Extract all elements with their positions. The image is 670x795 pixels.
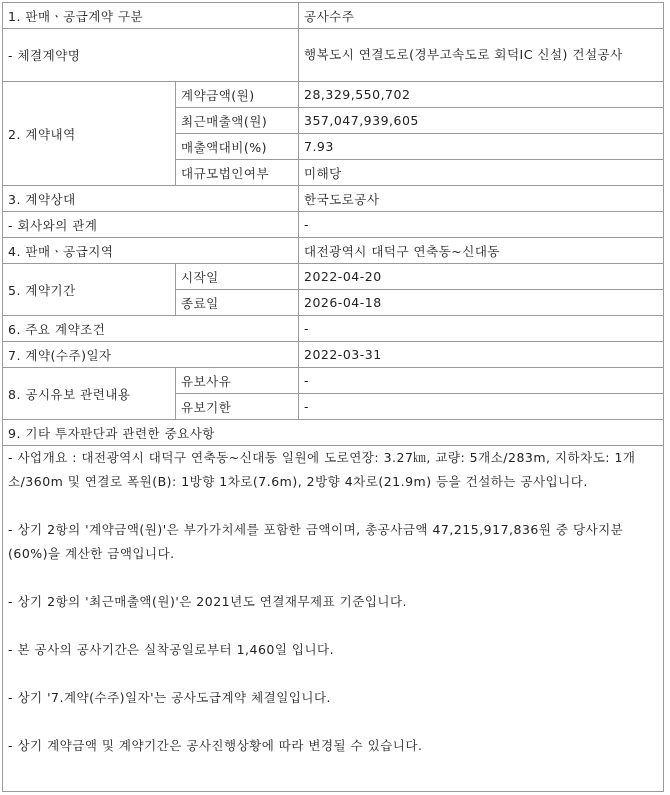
note-item: - 사업개요 : 대전광역시 대덕구 연축동~신대동 일원에 도로연장: 3.27㎞, 교량: 5개소/283m, 지하차도: 1개소/360m 및 연결로 폭원(B): 1방향 1차로(7.6m), 2방향 4차로(21.9m) 등을 건설하는 공사입니다.: [8, 450, 636, 489]
label-region: 4. 판매ㆍ공급지역: [3, 238, 299, 264]
label-conditions: 6. 주요 계약조건: [3, 316, 299, 342]
label-period-end: 종료일: [176, 290, 299, 316]
row-period-start: [3, 264, 664, 290]
value-contract-date: 2022-03-31: [299, 342, 664, 368]
value-contract-amount: 28,329,550,702: [299, 82, 664, 108]
row-contract-type: [3, 3, 664, 29]
note-item: - 상기 '7.계약(수주)일자'는 공사도급계약 체결일입니다.: [8, 690, 332, 705]
row-deferral-reason: [3, 368, 664, 394]
value-contract-type: 공사수주: [299, 3, 664, 29]
label-deferral-reason: 유보사유: [176, 368, 299, 394]
label-contract-details: 2. 계약내역: [3, 82, 176, 186]
label-large-corp: 대규모법인여부: [176, 160, 299, 186]
value-region: 대전광역시 대덕구 연축동~신대동: [299, 238, 664, 264]
value-period-start: 2022-04-20: [299, 264, 664, 290]
value-counterparty: 한국도로공사: [299, 186, 664, 212]
label-contract-amount: 계약금액(원): [176, 82, 299, 108]
label-relationship: - 회사와의 관계: [3, 212, 299, 238]
label-period-start: 시작일: [176, 264, 299, 290]
note-item: - 본 공사의 공사기간은 실착공일로부터 1,460일 입니다.: [8, 642, 335, 657]
value-recent-sales: 357,047,939,605: [299, 108, 664, 134]
value-period-end: 2026-04-18: [299, 290, 664, 316]
row-region: [3, 238, 664, 264]
value-large-corp: 미해당: [299, 160, 664, 186]
label-other: 9. 기타 투자판단과 관련한 중요사항: [3, 420, 664, 446]
label-contract-name: - 체결계약명: [3, 29, 299, 82]
label-period: 5. 계약기간: [3, 264, 176, 316]
label-sales-ratio: 매출액대비(%): [176, 134, 299, 160]
row-counterparty: [3, 186, 664, 212]
note-item: - 상기 계약금액 및 계약기간은 공사진행상황에 따라 변경될 수 있습니다.: [8, 738, 423, 753]
row-other-notes: [3, 446, 664, 792]
label-deferral: 8. 공시유보 관련내용: [3, 368, 176, 420]
label-recent-sales: 최근매출액(원): [176, 108, 299, 134]
note-item: - 상기 2항의 '계약금액(원)'은 부가가치세를 포함한 금액이며, 총공사금액 47,215,917,836원 중 당사지분(60%)을 계산한 금액입니다.: [8, 522, 624, 561]
label-contract-type: 1. 판매ㆍ공급계약 구분: [3, 3, 299, 29]
value-contract-name: 행복도시 연결도로(경부고속도로 회덕IC 신설) 건설공사: [299, 29, 664, 82]
row-contract-name: [3, 29, 664, 82]
row-conditions: [3, 316, 664, 342]
notes-cell: [3, 446, 664, 792]
value-conditions: -: [299, 316, 664, 342]
note-item: - 상기 2항의 '최근매출액(원)'은 2021년도 연결재무제표 기준입니다.: [8, 594, 408, 609]
value-deferral-reason: -: [299, 368, 664, 394]
label-contract-date: 7. 계약(수주)일자: [3, 342, 299, 368]
value-relationship: -: [299, 212, 664, 238]
row-other-header: [3, 420, 664, 446]
disclosure-document: [2, 2, 663, 792]
row-relationship: [3, 212, 664, 238]
label-counterparty: 3. 계약상대: [3, 186, 299, 212]
label-deferral-period: 유보기한: [176, 394, 299, 420]
value-deferral-period: -: [299, 394, 664, 420]
value-sales-ratio: 7.93: [299, 134, 664, 160]
contract-disclosure-table: [2, 2, 664, 792]
row-contract-date: [3, 342, 664, 368]
row-contract-amount: [3, 82, 664, 108]
